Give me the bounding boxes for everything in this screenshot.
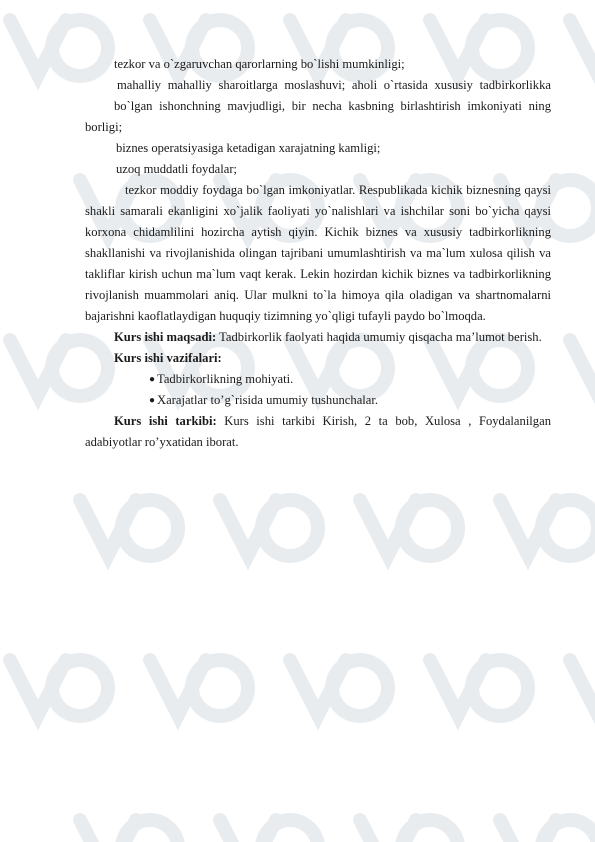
document-body: [85, 54, 551, 453]
list-item: [85, 369, 551, 390]
paragraph-course-structure: [85, 411, 551, 453]
paragraph-low-costs: biznes operatsiyasiga ketadigan xarajatning kamligi;: [116, 141, 381, 155]
watermark-mark: [220, 820, 318, 842]
course-goal-label: Kurs ishi maqsadi:: [114, 330, 217, 344]
watermark-mark: [80, 500, 178, 556]
task-text: Xarajatlar to’g`risida umumiy tushunchalar.: [157, 393, 379, 407]
watermark-mark: [150, 660, 248, 716]
paragraph-quick-decisions: tezkor va o`zgaruvchan qarorlarning bo`lishi mumkinligi;: [114, 57, 405, 71]
watermark-mark: [290, 660, 388, 716]
watermark-mark: [570, 340, 595, 396]
course-tasks-heading: [85, 348, 551, 369]
paragraph-course-goal: [85, 327, 551, 348]
task-text: Tadbirkorlikning mohiyati.: [157, 372, 294, 386]
bullet-icon: ●: [149, 395, 156, 406]
watermark-mark: [10, 660, 108, 716]
course-structure-label: Kurs ishi tarkibi:: [114, 414, 217, 428]
paragraph-long-term-benefits: uzoq muddatli foydalar;: [116, 162, 238, 176]
watermark-mark: [570, 20, 595, 76]
course-tasks-label: Kurs ishi vazifalari:: [114, 351, 222, 365]
course-tasks-list: [85, 369, 551, 411]
watermark-mark: [500, 820, 595, 842]
watermark-mark: [430, 660, 528, 716]
course-structure-text: Kurs ishi tarkibi Kirish, 2 ta bob, Xulosa , Foydalanilgan adabiyotlar ro’yxatidan iborat.: [85, 414, 551, 449]
watermark-mark: [220, 500, 318, 556]
list-item: [85, 390, 551, 411]
watermark-mark: [570, 660, 595, 716]
paragraph-opportunities: tezkor moddiy foydaga bo`lgan imkoniyatlar. Respublikada kichik biznesning qaysi shakli samarali ekanligini xo`jalik faoliyati yo`nalishlari va ishchilar soni bo`yicha qaysi korxona chidamlilini hozircha aytish qiyin. Kichik biznes va xususiy tadbirkorlikning shakllanishi va rivojlanishida olingan tajribani umumlashtirish va ma`lum xulosa qilish va takliflar kirish uchun ma`lum vaqt kerak. Lekin hozirdan kichik biznes va tadbirkorlikning rivojlanish muammolari aniq. Ular mulkni to`la himoya qila oladigan va shartnomalarni bajarishni kaoflatlaydigan huquqiy tizimning yo`qligi tufayli paydo bo`lmoqda.: [85, 183, 551, 323]
paragraph-local-adaptation: mahalliy mahalliy sharoitlarga moslashuvi; aholi o`rtasida xususiy tadbirkorlikka: [117, 78, 551, 92]
watermark-mark: [500, 500, 595, 556]
paragraph-trust: bo`lgan ishonchning mavjudligi, bir necha kasbning birlashtirish imkoniyati ning borligi;: [85, 99, 551, 134]
watermark-mark: [80, 820, 178, 842]
watermark-mark: [360, 820, 458, 842]
watermark-mark: [360, 500, 458, 556]
bullet-icon: ●: [149, 374, 156, 385]
course-goal-text: Tadbirkorlik faolyati haqida umumiy qisqacha ma’lumot berish.: [216, 330, 542, 344]
